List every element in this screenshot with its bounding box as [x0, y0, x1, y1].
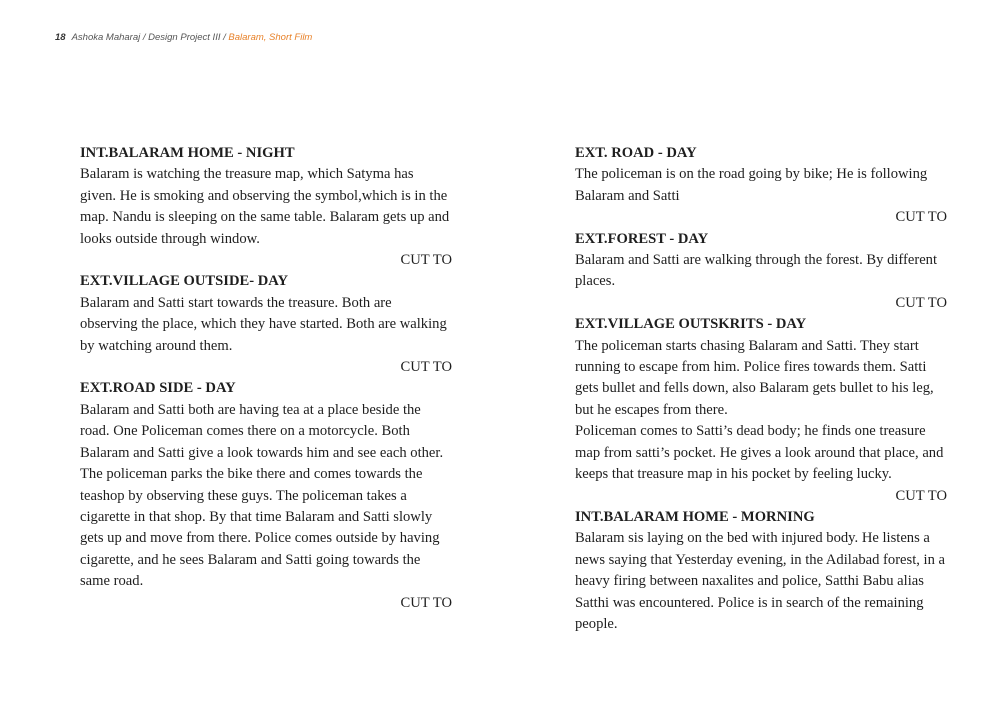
page-number: 18 — [55, 32, 66, 43]
running-header — [55, 32, 312, 43]
screenplay-column-left — [80, 143, 452, 614]
scene-heading: INT.BALARAM HOME - NIGHT — [80, 145, 295, 161]
scene-heading: EXT.VILLAGE OUTSKRITS - DAY — [575, 316, 807, 333]
scene-transition: CUT TO — [400, 252, 452, 269]
scene-description: Balaram and Satti are walking through the forest. By different places. — [575, 252, 938, 290]
scene-transition: CUT TO — [400, 359, 452, 376]
scene-heading: EXT.FOREST - DAY — [575, 230, 709, 247]
scene-description: Balaram sis laying on the bed with injured body. He listens a news saying that Yesterday evening, in the Adilabad forest, in a heavy firing between naxalites and police, Satthi Babu alias Satthi was encountered. Police is in search of the remaining people. — [575, 530, 946, 632]
screenplay-column-right — [575, 143, 947, 635]
scene-transition: CUT TO — [895, 294, 947, 311]
scene-transition: CUT TO — [895, 209, 947, 226]
scene-transition: CUT TO — [895, 487, 947, 504]
scene-heading: EXT.ROAD SIDE - DAY — [80, 380, 236, 397]
scene-description: The policeman is on the road going by bike; He is following Balaram and Satti — [575, 166, 928, 204]
project-title: Balaram, Short Film — [228, 32, 313, 43]
scene-description: Policeman comes to Satti’s dead body; he finds one treasure map from satti’s pocket. He gives a look around that place, and keeps that treasure map in his pocket by feeling lucky. — [575, 423, 944, 483]
scene-heading: EXT. ROAD - DAY — [575, 145, 697, 161]
scene-transition: CUT TO — [400, 594, 452, 611]
scene-heading: INT.BALARAM HOME - MORNING — [575, 508, 815, 525]
scene-description: Balaram is watching the treasure map, which Satyma has given. He is smoking and observing the symbol,which is in the map. Nandu is sleeping on the same table. Balaram gets up and looks outside through window. — [80, 166, 450, 247]
scene-description: Balaram and Satti start towards the treasure. Both are observing the place, which they have started. Both are walking by watching around them. — [80, 294, 447, 354]
scene-description: Balaram and Satti both are having tea at a place beside the road. One Policeman comes there on a motorcycle. Both Balaram and Satti give a look towards him and see each other. The policeman parks the bike there and comes towards the teashop by observing these guys. The policeman takes a cigarette in that shop. By that time Balaram and Satti slowly gets up and move from there. Police comes outside by having cigarette, and he sees Balaram and Satti going towards the same road. — [80, 401, 444, 590]
author-path: Ashoka Maharaj / Design Project III / — [71, 32, 229, 43]
scene-heading: EXT.VILLAGE OUTSIDE- DAY — [80, 273, 289, 290]
scene-description: The policeman starts chasing Balaram and Satti. They start running to escape from him. Police fires towards them. Satti gets bullet and fells down, also Balaram gets bullet to his leg, but he escapes from there. — [575, 337, 934, 418]
